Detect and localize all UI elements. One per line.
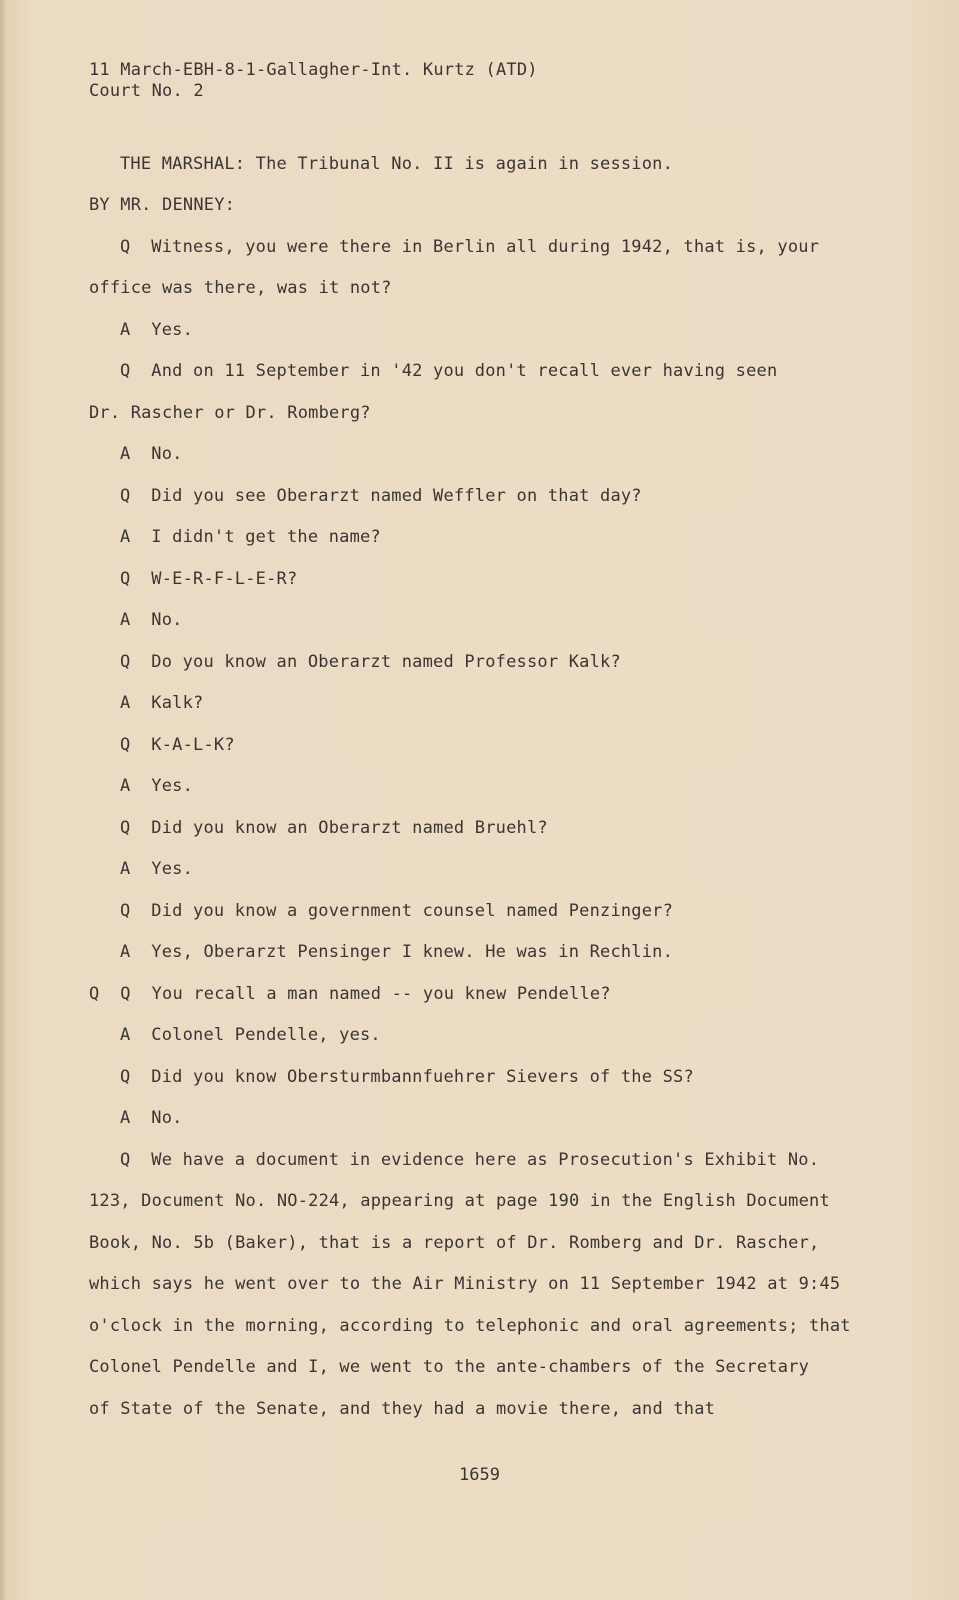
transcript-line: Q Do you know an Oberarzt named Professor Kalk? — [120, 652, 621, 672]
transcript-line: Q Did you see Oberarzt named Weffler on that day? — [120, 486, 642, 506]
transcript-line: Q Did you know Obersturmbannfuehrer Sievers of the SS? — [120, 1067, 694, 1087]
header-line-2: Court No. 2 — [89, 81, 204, 101]
transcript-line: Q And on 11 September in '42 you don't recall ever having seen — [120, 361, 778, 381]
transcript-line: THE MARSHAL: The Tribunal No. II is again in session. — [120, 154, 674, 174]
transcript-line: Dr. Rascher or Dr. Romberg? — [89, 403, 371, 423]
transcript-line: A I didn't get the name? — [120, 527, 381, 547]
transcript-line: A Yes. — [120, 776, 194, 796]
transcript-line: A Colonel Pendelle, yes. — [120, 1025, 381, 1045]
transcript-line: Q We have a document in evidence here as Prosecution's Exhibit No. — [120, 1150, 820, 1170]
transcript-line: Book, No. 5b (Baker), that is a report of Dr. Romberg and Dr. Rascher, — [89, 1233, 820, 1253]
page-number: 1659 — [459, 1465, 500, 1485]
transcript-line: A Yes. — [120, 859, 194, 879]
transcript-line: Colonel Pendelle and I, we went to the ante-chambers of the Secretary — [89, 1357, 810, 1377]
transcript-line: of State of the Senate, and they had a movie there, and that — [89, 1399, 716, 1419]
transcript-line: A No. — [120, 1108, 183, 1128]
header-line-1: 11 March-EBH-8-1-Gallagher-Int. Kurtz (ATD) — [89, 60, 538, 80]
transcript-line: o'clock in the morning, according to telephonic and oral agreements; that — [89, 1316, 851, 1336]
transcript-line: Q K-A-L-K? — [120, 735, 235, 755]
transcript-line: A No. — [120, 444, 183, 464]
transcript-line: Q Witness, you were there in Berlin all during 1942, that is, your — [120, 237, 820, 257]
transcript-line: A Yes. — [120, 320, 194, 340]
transcript-line: A No. — [120, 610, 183, 630]
transcript-line: Q Did you know an Oberarzt named Bruehl? — [120, 818, 548, 838]
transcript-line: office was there, was it not? — [89, 278, 392, 298]
transcript-line: Q W-E-R-F-L-E-R? — [120, 569, 298, 589]
transcript-line: which says he went over to the Air Ministry on 11 September 1942 at 9:45 — [89, 1274, 841, 1294]
transcript-line: A Kalk? — [120, 693, 204, 713]
transcript-line: Q Q You recall a man named -- you knew Pendelle? — [89, 984, 611, 1004]
paper-edge — [0, 0, 6, 1600]
transcript-line: Q Did you know a government counsel named Penzinger? — [120, 901, 674, 921]
transcript-line: A Yes, Oberarzt Pensinger I knew. He was in Rechlin. — [120, 942, 674, 962]
transcript-line: BY MR. DENNEY: — [89, 195, 236, 215]
transcript-line: 123, Document No. NO-224, appearing at page 190 in the English Document — [89, 1191, 830, 1211]
